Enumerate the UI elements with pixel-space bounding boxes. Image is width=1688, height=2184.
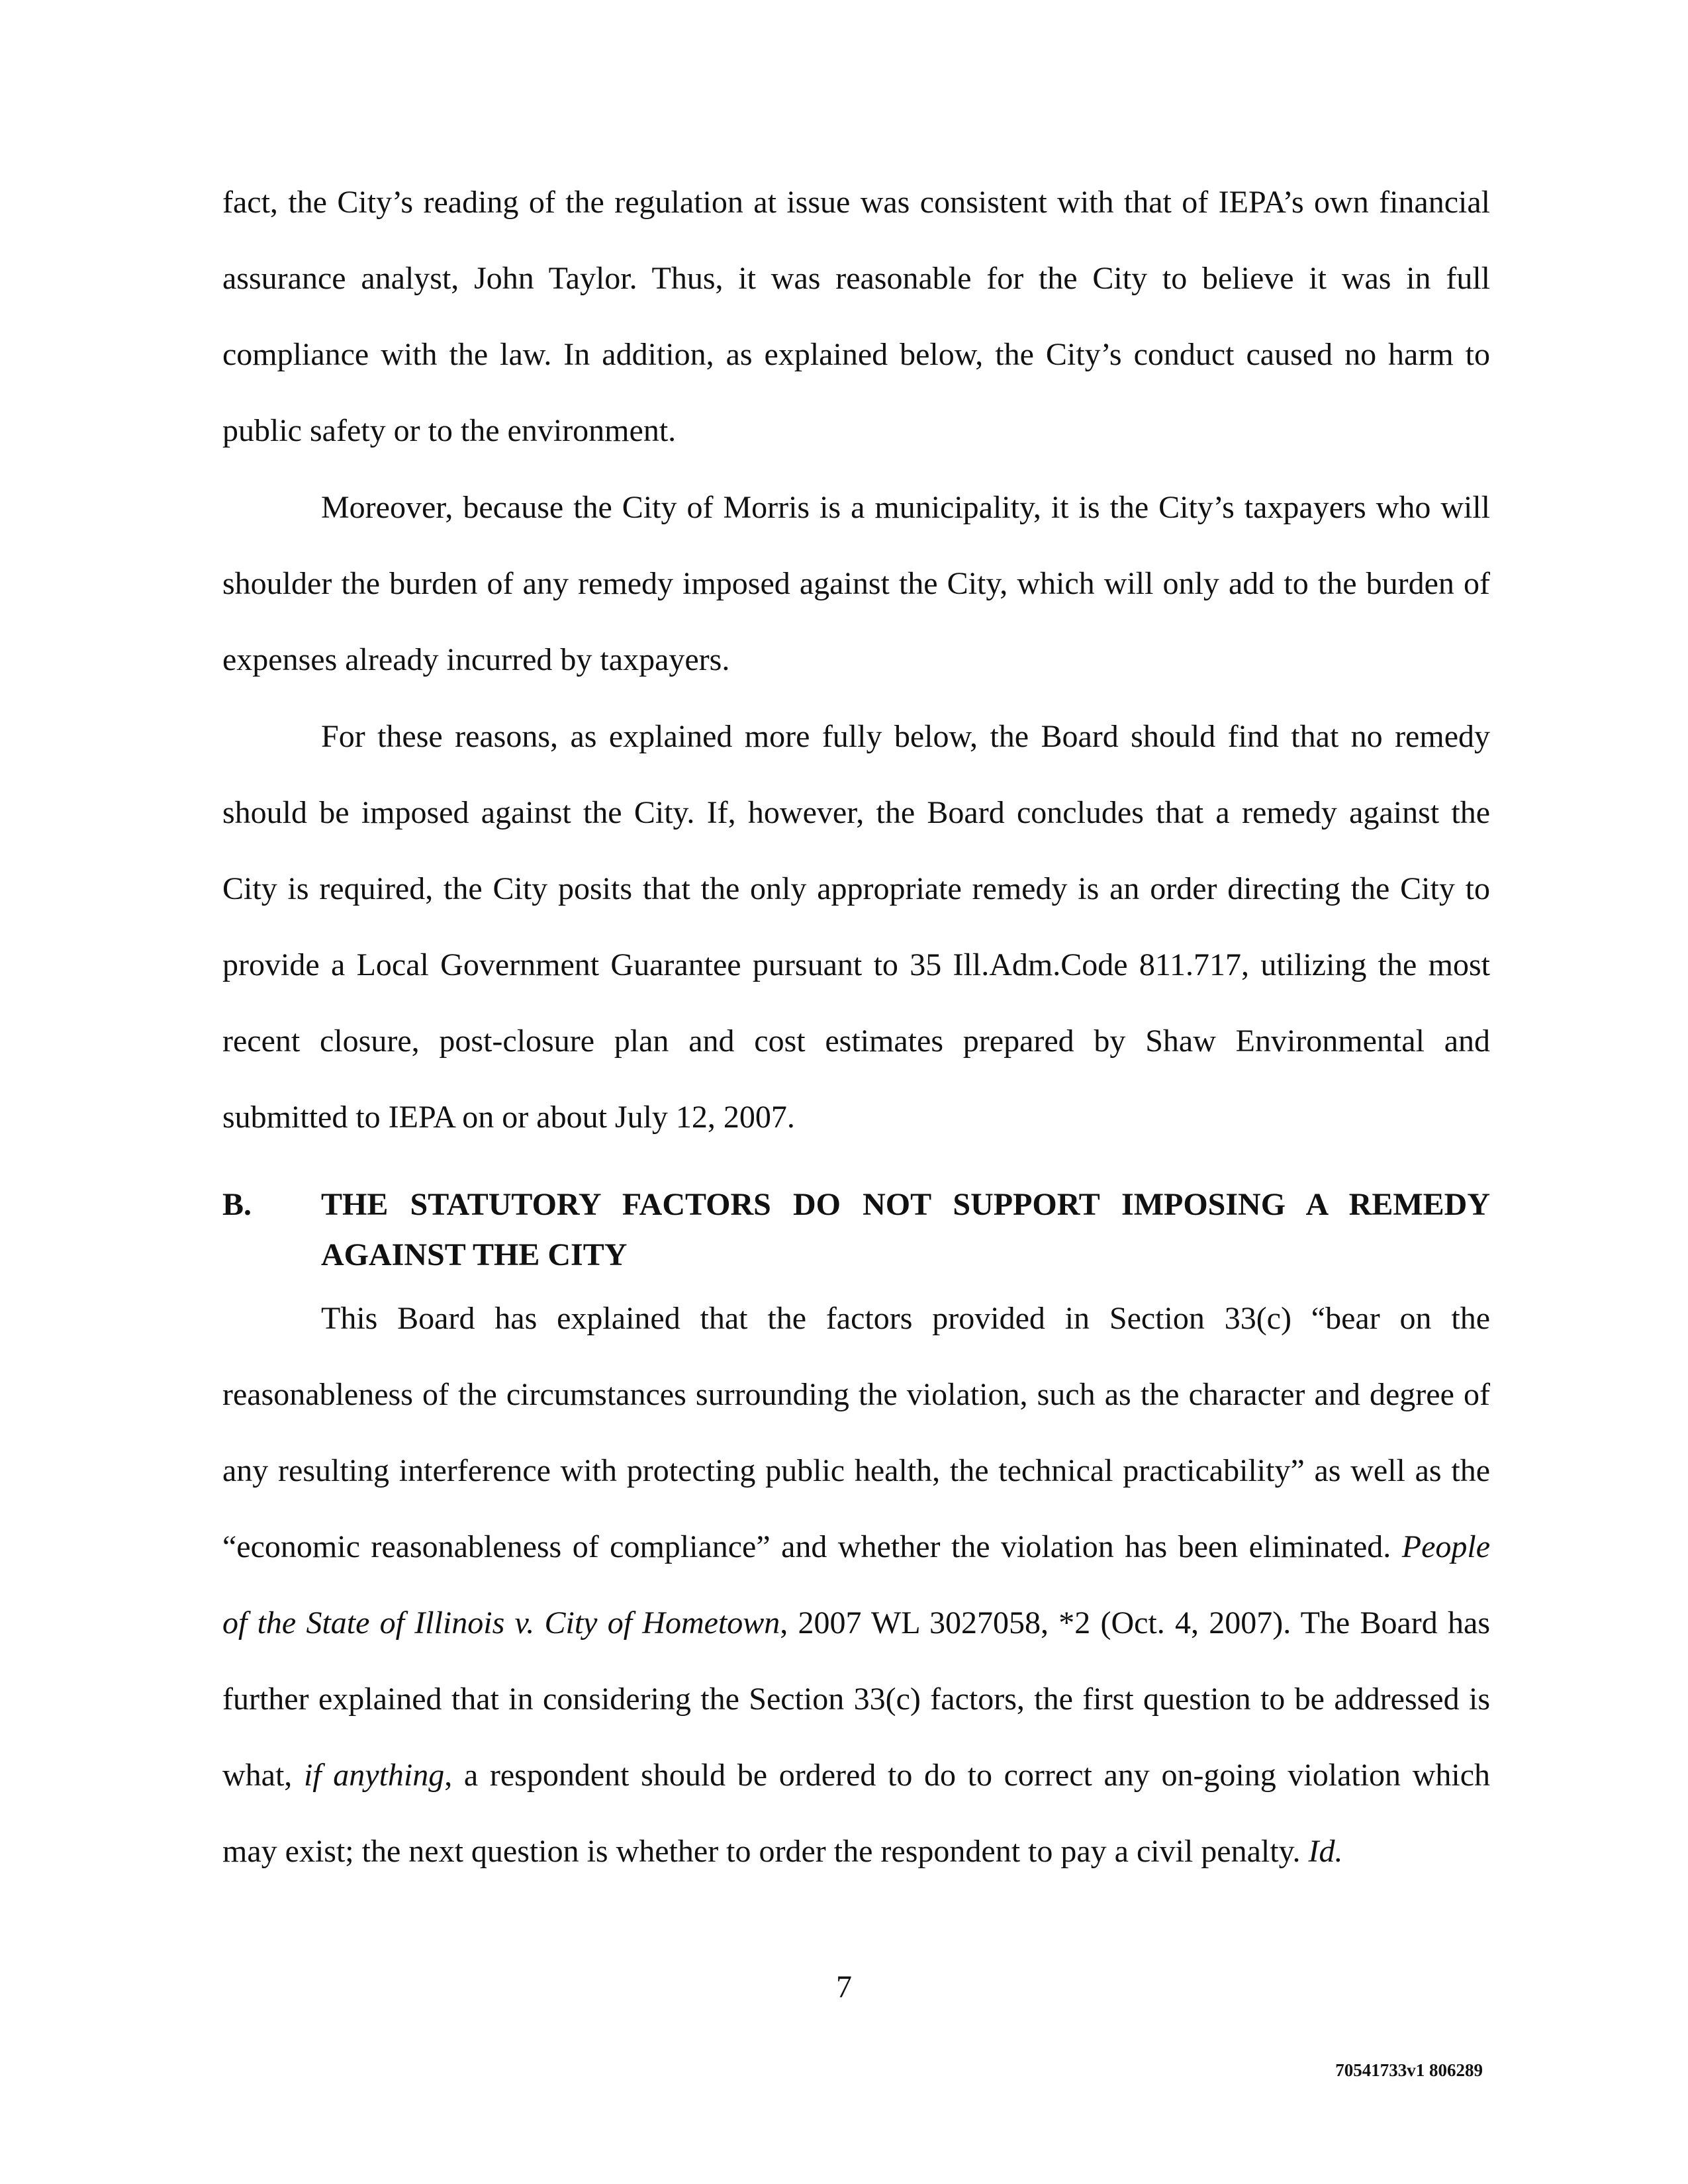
document-id: 70541733v1 806289	[1335, 2060, 1483, 2080]
paragraph-1: fact, the City’s reading of the regulation at issue was consistent with that of IEPA’s own financial assurance analyst, John Taylor. Thus, it was reasonable for the City to believe it was in full compliance with the law. In addition, as explained below, the City’s conduct caused no harm to public safety or to the environment.	[222, 185, 1490, 448]
citation-id: Id.	[1308, 1834, 1343, 1869]
paragraph-4-part-1: This Board has explained that the factors provided in Section 33(c) “bear on the reasonableness of the circumstances surrounding the violation, such as the character and degree of any resulting interference with protecting public health, the technical practicability” as well as the “economic reasonableness of compliance” and whether the violation has been eliminated.	[222, 1301, 1490, 1564]
paragraph-2: Moreover, because the City of Morris is a municipality, it is the City’s taxpayers who will shoulder the burden of any remedy imposed against the City, which will only add to the burden of expenses already incurred by taxpayers.	[222, 490, 1490, 677]
paragraph-4-part-2: , 2007 WL 3027058, *2 (Oct. 4, 2007). The Board has further explained that in considering the Section 33(c) factors, the first question to be addressed is what,	[222, 1605, 1491, 1793]
case-name: People of the State of Illinois v. City of Hometown	[222, 1529, 1491, 1640]
paragraph-3: For these reasons, as explained more fully below, the Board should find that no remedy should be imposed against the City. If, however, the Board concludes that a remedy against the City is required, the City posits that the only appropriate remedy is an order directing the City to provide a Local Government Guarantee pursuant to 35 Ill.Adm.Code 811.717, utilizing the most recent closure, post-closure plan and cost estimates prepared by Shaw Environmental and submitted to IEPA on or about July 12, 2007.	[222, 719, 1490, 1135]
section-heading	[222, 1180, 1490, 1280]
paragraph-4	[222, 1280, 1490, 1889]
paragraph-4-part-3: , a respondent should be ordered to do to correct any on-going violation which may exist; the next question is whether to order the respondent to pay a civil penalty.	[222, 1758, 1491, 1869]
emphasis-text: if anything	[303, 1758, 445, 1793]
section-title: THE STATUTORY FACTORS DO NOT SUPPORT IMPOSING A REMEDY AGAINST THE CITY	[321, 1187, 1490, 1272]
section-letter: B.	[222, 1187, 252, 1222]
page-number: 7	[836, 1970, 852, 2005]
